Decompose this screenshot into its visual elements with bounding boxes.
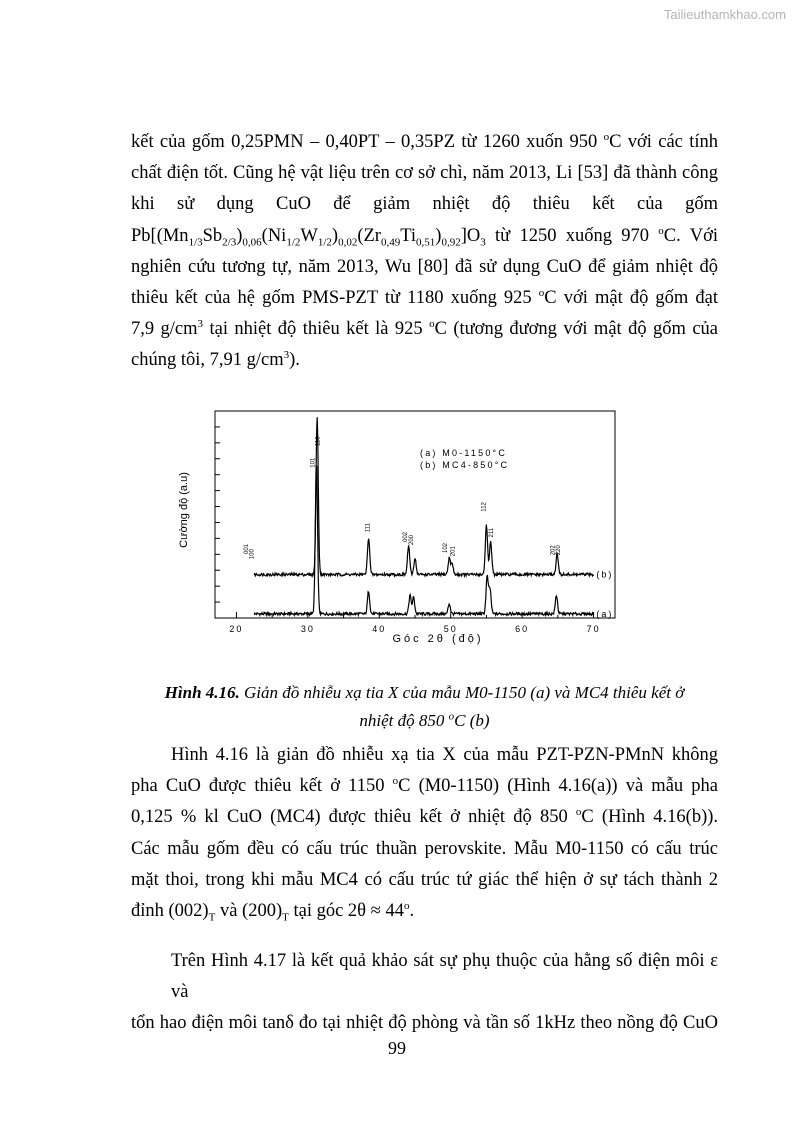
p1-line-2: chất điện tốt. Cũng hệ vật liệu trên cơ sở chì, năm 2013, Li [53] đã thành công — [131, 163, 718, 184]
peak-label: 201 — [450, 546, 457, 557]
peak-label: 112 — [481, 502, 488, 512]
y-axis-label: Cường độ (a.u) — [178, 472, 190, 548]
peak-label: 100 — [249, 549, 256, 560]
p2-line-5: mặt thoi, trong khi mẫu MC4 có cấu trúc tứ giác thể hiện ở sự tách thành 2 — [131, 869, 718, 890]
x-tick-label: 40 — [372, 624, 387, 634]
series-a-label: (a) — [596, 608, 614, 619]
p1-line-4: $Pb[(Mn_{1/3}Sb_{2/3})_{0,06}(Ni_{1/2}W_{1/2})_{0,02}(Zr_{0,49}Ti_{0,51})_{0,92}]O_3$ từ 1250 xuống 970 $^o$C. Với — [131, 224, 718, 249]
p1-line-5: nghiên cứu tương tự, năm 2013, Wu [80] đã sử dụng CuO để giảm nhiệt độ — [131, 256, 718, 277]
paragraph-3 — [131, 946, 718, 1040]
p2-line-1: Hình 4.16 là giản đồ nhiễu xạ tia X của mẫu PZT-PZN-PMnN không — [171, 745, 718, 765]
peak-label: 102 — [443, 542, 450, 553]
x-tick-label: 70 — [586, 624, 601, 634]
peak-label: 110 — [315, 436, 322, 446]
plot-frame — [215, 411, 615, 618]
peak-label: 101 — [310, 457, 317, 468]
paragraph-2 — [131, 740, 718, 927]
peak-label: 111 — [365, 523, 372, 533]
p3-line-1: Trên Hình 4.17 là kết quả khảo sát sự phụ thuộc của hằng số điện môi ε và — [171, 951, 718, 1003]
watermark: Tailieuthamkhao.com — [663, 7, 786, 22]
xrd-chart — [160, 398, 630, 658]
p1-line-1: kết của gốm 0,25PMN – 0,40PT – 0,35PZ từ 1260 xuốn 950 $^o$C với các tính — [131, 130, 718, 152]
caption-line-2: nhiệt độ 850 $^o$C (b) — [359, 710, 490, 730]
peak-label: 211 — [488, 527, 495, 538]
legend-b: (b) MC4-850°C — [420, 460, 510, 470]
p2-line-6: đỉnh $(002)_T$ và $(200)_T$ tại góc $2\theta \approx 44^o$. — [131, 899, 415, 924]
caption-line-1: Hình 4.16. Giản đồ nhiễu xạ tia X của mẫu M0-1150 (a) và MC4 thiêu kết ở — [164, 683, 685, 702]
x-tick-label: 30 — [300, 624, 315, 634]
p2-line-2: pha CuO được thiêu kết ở 1150 $^o$C (M0-1150) (Hình 4.16(a)) và mẫu pha — [131, 775, 719, 797]
peak-label: 220 — [556, 545, 562, 556]
x-axis-label: Góc 2θ (độ) — [392, 633, 484, 645]
peak-label: 202 — [550, 545, 557, 556]
series-a-line — [254, 466, 593, 615]
peak-label: 200 — [408, 534, 415, 545]
x-tick-label: 20 — [229, 624, 244, 634]
series-b-line — [254, 417, 593, 576]
series-b-label: (b) — [596, 569, 614, 580]
paragraph-1 — [131, 127, 718, 377]
x-tick-label: 50 — [443, 624, 458, 634]
p2-line-3: 0,125 % kl CuO (MC4) được thiêu kết ở nhiệt độ 850 $^o$C (Hình 4.16(b)). — [131, 806, 719, 828]
p3-line-2: tổn hao điện môi tanδ đo tại nhiệt độ phòng và tần số 1kHz theo nồng độ CuO — [131, 1013, 718, 1034]
p1-line-6: thiêu kết của hệ gốm PMS-PZT từ 1180 xuống 925 $^o$C với mật độ gốm đạt — [131, 286, 718, 309]
x-tick-label: 60 — [515, 624, 530, 634]
peak-label: 002 — [403, 531, 410, 542]
figure-caption — [131, 679, 718, 735]
p1-line-8: chúng tôi, 7,91 $g/cm^3$). — [131, 349, 300, 371]
p1-line-7: 7,9 $g/cm^3$ tại nhiệt độ thiêu kết là 925 $^o$C (tương đương với mật độ gốm của — [131, 318, 718, 340]
legend-a: (a) M0-1150°C — [420, 448, 508, 458]
page-number: 99 — [388, 1038, 406, 1058]
peak-label: 001 — [243, 543, 250, 554]
p2-line-4: Các mẫu gốm đều có cấu trúc thuần perovskite. Mẫu M0-1150 có cấu trúc — [131, 838, 718, 859]
p1-line-3: khi sử dụng CuO để giảm nhiệt độ thiêu kết của gốm — [131, 194, 718, 215]
